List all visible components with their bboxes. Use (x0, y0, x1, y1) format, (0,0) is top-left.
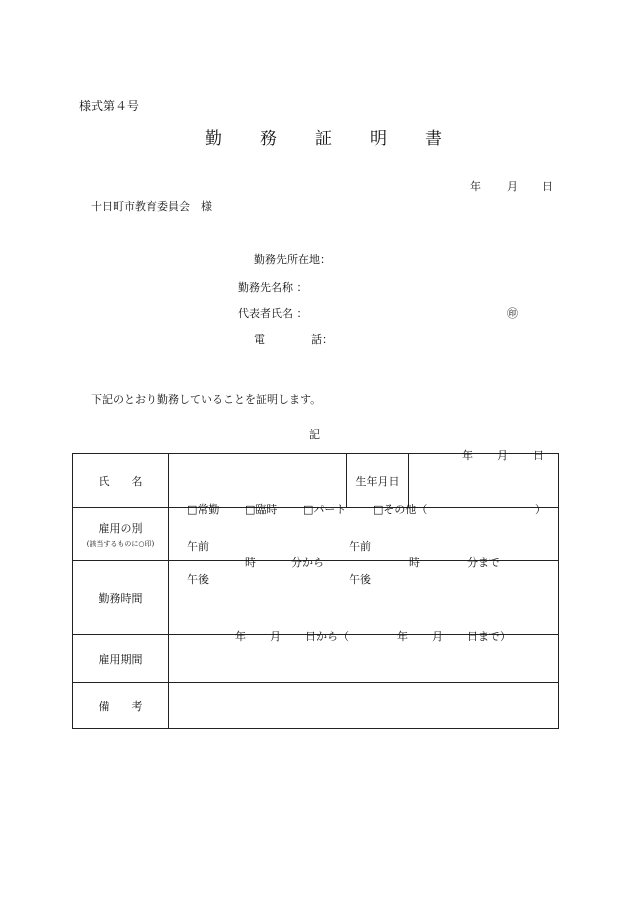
form-number: 様式第４号 (79, 99, 140, 113)
end-pm: 午後 (349, 573, 371, 586)
phone-label-first: 電 (254, 333, 265, 346)
date-day: 日 (542, 180, 553, 193)
birth-month-unit: 月 (497, 449, 508, 462)
row-name (73, 454, 559, 508)
seal-mark: ㊞ (507, 307, 518, 320)
date-month: 月 (507, 180, 518, 193)
working-hours-label: 勤務時間 (73, 561, 169, 635)
remarks-label: 備 考 (73, 683, 169, 729)
option-parttime[interactable]: □パート (303, 503, 347, 516)
birth-day-unit: 日 (533, 449, 544, 462)
period-end-year: 年 (397, 630, 408, 643)
period-start-from: 日から（ (305, 630, 349, 643)
period-start-year: 年 (235, 630, 246, 643)
start-minute-from: 分から (291, 556, 324, 569)
employment-type-note: (該当するものに○印) (86, 539, 155, 548)
working-hours-field[interactable] (169, 540, 559, 635)
row-working-hours (73, 561, 559, 635)
certification-statement: 下記のとおり勤務していることを証明します。 (91, 393, 322, 406)
row-remarks (73, 683, 559, 729)
birthdate-field[interactable] (409, 449, 559, 508)
title-char: 書 (425, 129, 444, 149)
title-char: 務 (260, 129, 279, 149)
start-pm: 午後 (187, 573, 209, 586)
employment-type-label (73, 508, 169, 561)
end-minute-to: 分まで (467, 556, 500, 569)
employment-type-text: 雇用の別 (98, 521, 143, 535)
employer-name-label: 勤務先名称 ： (238, 281, 308, 294)
option-other[interactable]: □その他（ (373, 503, 428, 516)
option-temporary[interactable]: □臨時 (245, 503, 278, 516)
certificate-table (72, 449, 559, 729)
end-am: 午前 (349, 540, 371, 553)
issue-date-line (470, 178, 553, 194)
birthdate-label: 生年月日 (347, 454, 409, 508)
employer-location-label: 勤務先所在地： (254, 253, 331, 266)
addressee: 十日町市教育委員会 様 (91, 200, 212, 213)
name-field[interactable] (169, 454, 347, 508)
representative-label: 代表者氏名 ： (238, 307, 308, 320)
title-char: 証 (315, 129, 334, 149)
row-employment-type (73, 508, 559, 561)
name-label: 氏 名 (73, 454, 169, 508)
option-fulltime[interactable]: □常勤 (187, 503, 220, 516)
option-other-close: ） (535, 503, 546, 516)
start-hour-unit: 時 (245, 556, 256, 569)
start-am: 午前 (187, 540, 209, 553)
period-end-to: 日まで） (467, 630, 511, 643)
period-end-month: 月 (432, 630, 443, 643)
document-title (205, 124, 444, 149)
period-start-month: 月 (270, 630, 281, 643)
phone-label-second: 話： (311, 333, 333, 346)
ki-heading: 記 (309, 428, 320, 441)
remarks-field[interactable] (169, 683, 559, 729)
end-hour-unit: 時 (409, 556, 420, 569)
employment-period-label: 雇用期間 (73, 635, 169, 683)
employment-period-field[interactable] (169, 630, 559, 683)
birth-year-unit: 年 (462, 449, 473, 462)
date-year: 年 (470, 180, 481, 193)
title-char: 明 (370, 129, 389, 149)
row-employment-period (73, 635, 559, 683)
title-char: 勤 (205, 129, 224, 149)
